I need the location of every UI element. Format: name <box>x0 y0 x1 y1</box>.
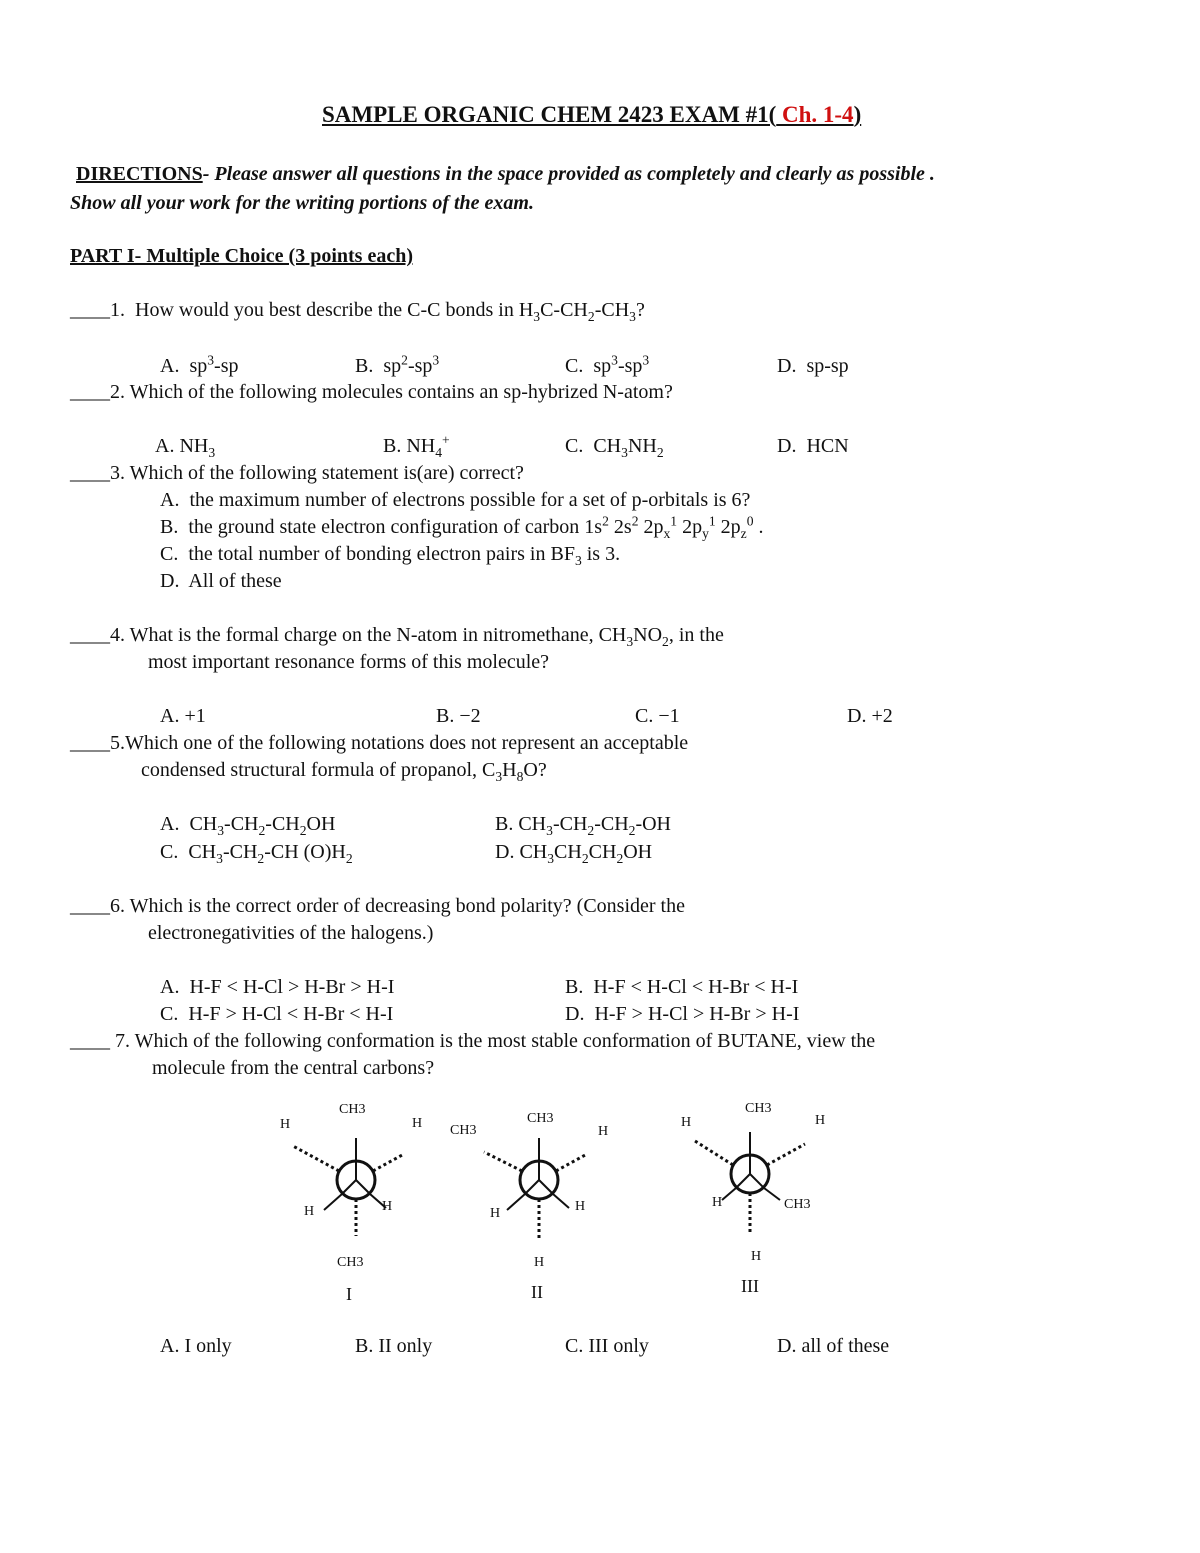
newman-projection-I <box>280 1102 422 1304</box>
back-bond <box>373 1154 404 1171</box>
q1-option-d: D. sp-sp <box>777 355 849 377</box>
newman-ll-label: H <box>304 1204 315 1219</box>
q1-option-b: B. $sp^2-sp^3$ <box>355 352 440 377</box>
back-bond <box>293 1146 339 1171</box>
front-bond <box>764 1188 780 1200</box>
newman-top-label: CH3 <box>527 1111 554 1126</box>
newman-lr-label: H <box>575 1199 586 1214</box>
question-1: ____1. How would you best describe the C-C bonds in $H_3C-CH_2-CH_3$? <box>70 299 645 324</box>
q5-option-c: C. $CH_3-CH_2-CH$ $(O)H_2$ <box>160 841 353 866</box>
question-6-line2: electronegativities of the halogens.) <box>148 922 434 944</box>
newman-projection-II <box>450 1111 608 1302</box>
directions: DIRECTIONS- Please answer all questions in the space provided as completely and clearly as possible . <box>76 163 935 185</box>
newman-top-label: CH3 <box>745 1101 772 1116</box>
directions-text-line2: Show all your work for the writing portions of the exam. <box>70 192 534 214</box>
newman-numeral: I <box>346 1284 352 1304</box>
newman-ul-label: CH3 <box>450 1123 477 1138</box>
back-bond <box>695 1141 733 1165</box>
q2-option-b: B. $NH_4^+$ <box>383 432 450 460</box>
q3-option-d: D. All of these <box>160 570 282 592</box>
newman-ur-label: H <box>815 1113 826 1128</box>
q3-option-c: C. the total number of bonding electron pairs in $BF_3$ is 3. <box>160 543 621 568</box>
q6-option-a: A. H-F < H-Cl > H-Br > H-I <box>160 976 395 998</box>
question-3: ____3. Which of the following statement is(are) correct? <box>70 462 524 484</box>
q5-option-b: B. $CH_3-CH_2-CH_2-OH$ <box>495 813 671 838</box>
front-bond <box>553 1194 569 1208</box>
q4-option-d: D. +2 <box>847 705 893 727</box>
question-2: ____2. Which of the following molecules contains an sp-hybrized N-atom? <box>70 381 673 403</box>
front-bond <box>736 1174 750 1188</box>
q2-option-a: A. $NH_3$ <box>155 435 216 460</box>
newman-ur-label: H <box>412 1116 423 1131</box>
q4-option-b: B. −2 <box>436 705 481 727</box>
newman-ll-label: H <box>490 1206 501 1221</box>
q1-option-c: C. $sp^3-sp^3$ <box>565 352 650 377</box>
question-4-line2: most important resonance forms of this molecule? <box>148 651 550 673</box>
newman-bottom-label: H <box>534 1255 545 1270</box>
answer-blank[interactable]: ____ <box>70 1030 110 1052</box>
question-4: ____4. What is the formal charge on the N-atom in nitromethane, $CH_3NO_2$, in the <box>70 624 724 649</box>
newman-projection-III <box>681 1101 825 1296</box>
newman-numeral: III <box>741 1276 759 1296</box>
q7-option-d: D. all of these <box>777 1335 890 1357</box>
front-bond <box>722 1188 736 1200</box>
q1-option-a: A. $sp^3-sp$ <box>160 352 239 377</box>
newman-numeral: II <box>531 1282 543 1302</box>
question-7-line2: molecule from the central carbons? <box>152 1057 435 1079</box>
answer-blank[interactable]: ____ <box>70 381 110 403</box>
answer-blank[interactable]: ____ <box>70 299 110 321</box>
q6-option-b: B. H-F < H-Cl < H-Br < H-I <box>565 976 799 998</box>
answer-blank[interactable]: ____ <box>70 462 110 484</box>
q5-option-a: A. $CH_3-CH_2-CH_2OH$ <box>160 813 336 838</box>
question-5-line2: condensed structural formula of propanol, $C_3H_8O$? <box>141 759 547 784</box>
q6-option-d: D. H-F > H-Cl > H-Br > H-I <box>565 1003 800 1025</box>
newman-lr-label: CH3 <box>784 1197 811 1212</box>
front-bond <box>356 1180 370 1194</box>
q3-option-b: B. the ground state electron configuration of carbon $1s^2$ $2s^2$ $2p_x^1$ $2p_y^1$ $2p_z^0$ . <box>160 513 764 541</box>
front-bond <box>525 1180 539 1194</box>
answer-blank[interactable]: ____ <box>70 732 110 754</box>
back-bond <box>767 1144 805 1165</box>
newman-lr-label: H <box>382 1199 393 1214</box>
question-6: ____6. Which is the correct order of decreasing bond polarity? (Consider the <box>70 895 685 917</box>
back-bond <box>484 1152 522 1171</box>
question-5: ____5.Which one of the following notations does not represent an acceptable <box>70 732 689 754</box>
answer-blank[interactable]: ____ <box>70 895 110 917</box>
q3-option-a: A. the maximum number of electrons possible for a set of p-orbitals is 6? <box>160 489 751 511</box>
newman-projections <box>0 1090 1200 1310</box>
front-bond <box>507 1194 525 1210</box>
question-7: ____ 7. Which of the following conformation is the most stable conformation of BUTANE, view the <box>70 1030 876 1052</box>
back-bond <box>556 1154 587 1171</box>
newman-ur-label: H <box>598 1124 609 1139</box>
front-bond <box>324 1194 342 1210</box>
directions-label: DIRECTIONS <box>76 163 203 185</box>
q4-option-a: A. +1 <box>160 705 206 727</box>
q2-option-d: D. HCN <box>777 435 849 457</box>
part1-heading: PART I- Multiple Choice (3 points each) <box>70 245 413 267</box>
q7-option-b: B. II only <box>355 1335 433 1357</box>
front-bond <box>539 1180 553 1194</box>
newman-ul-label: H <box>681 1115 692 1130</box>
q6-option-c: C. H-F > H-Cl < H-Br < H-I <box>160 1003 394 1025</box>
newman-bottom-label: H <box>751 1249 762 1264</box>
q5-option-d: D. $CH_3CH_2CH_2OH$ <box>495 841 653 866</box>
front-bond <box>750 1174 764 1188</box>
newman-top-label: CH3 <box>339 1102 366 1117</box>
answer-blank[interactable]: ____ <box>70 624 110 646</box>
q7-option-c: C. III only <box>565 1335 649 1357</box>
q4-option-c: C. −1 <box>635 705 680 727</box>
exam-title: SAMPLE ORGANIC CHEM 2423 EXAM #1( Ch. 1-4) <box>322 102 862 127</box>
newman-bottom-label: CH3 <box>337 1255 364 1270</box>
newman-ul-label: H <box>280 1117 291 1132</box>
q7-option-a: A. I only <box>160 1335 232 1357</box>
front-bond <box>342 1180 356 1194</box>
directions-text: Please answer all questions in the space provided as completely and clearly as possible . <box>214 163 935 185</box>
newman-ll-label: H <box>712 1195 723 1210</box>
q2-option-c: C. $CH_3NH_2$ <box>565 435 664 460</box>
